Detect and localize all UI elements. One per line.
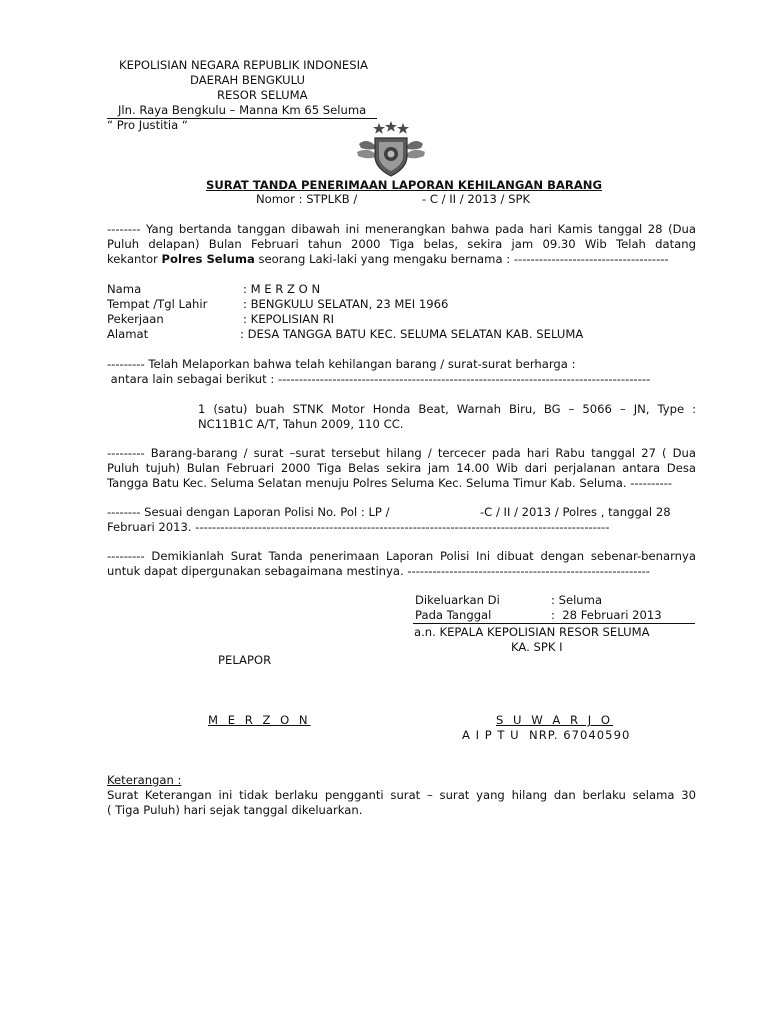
identity-address-label: Alamat (107, 327, 149, 341)
item-line-2: NC11B1C A/T, Tahun 2009, 110 CC. (198, 417, 404, 431)
header-line-1: KEPOLISIAN NEGARA REPUBLIK INDONESIA (119, 58, 368, 72)
document-number-label: Nomor : STPLKB / (256, 192, 358, 206)
reporter-name: M E R Z O N (208, 713, 311, 727)
police-report-line-1a: -------- Sesuai dengan Laporan Polisi No. Pol : LP / (107, 505, 390, 519)
note-line-2: ( Tiga Puluh) hari sejak tanggal dikeluarkan. (107, 803, 363, 817)
closing-line-1: --------- Demikianlah Surat Tanda penerimaan Laporan Polisi Ini dibuat dengan sebenar-benarnya (107, 549, 696, 563)
loss-line-1: --------- Barang-barang / surat –surat tersebut hilang / tercecer pada hari Rabu tanggal 27 ( Dua (107, 446, 696, 460)
police-emblem-icon (355, 120, 427, 178)
identity-name-value: : M E R Z O N (243, 282, 321, 296)
issued-position: KA. SPK I (511, 640, 563, 654)
intro-line-1: -------- Yang bertanda tanggan dibawah ini menerangkan bahwa pada hari Kamis tanggal 28 (Dua (107, 222, 696, 236)
identity-job-label: Pekerjaan (107, 312, 164, 326)
note-line-1: Surat Keterangan ini tidak berlaku pengganti surat – surat yang hilang dan berlaku selama 30 (107, 788, 696, 802)
identity-address-value: : DESA TANGGA BATU KEC. SELUMA SELATAN KAB. SELUMA (240, 327, 584, 341)
item-line-1: 1 (satu) buah STNK Motor Honda Beat, Warnah Biru, BG – 5066 – JN, Type : (198, 402, 696, 416)
police-report-line-2: Februari 2013. --------------------------------------------------------------------------------------------------- (107, 520, 610, 534)
reporter-label: PELAPOR (218, 653, 272, 667)
loss-line-2: Puluh tujuh) Bulan Februari 2000 Tiga Belas sekira jam 14.00 Wib dari perjalanan antara Desa (107, 461, 696, 475)
report-line-2: antara lain sebagai berikut : ----------------------------------------------------------------------------------------- (107, 372, 651, 386)
police-report-line-1b: -C / II / 2013 / Polres , tanggal 28 (480, 505, 671, 519)
officer-name: S U W A R J O (496, 713, 613, 727)
header-motto: “ Pro Justitia “ (107, 118, 188, 132)
identity-name-label: Nama (107, 282, 142, 296)
issued-place-value: : Seluma (551, 593, 603, 607)
report-line-1: --------- Telah Melaporkan bahwa telah kehilangan barang / surat-surat berharga : (107, 357, 576, 371)
header-line-2: DAERAH BENGKULU (190, 73, 305, 87)
identity-birth-label: Tempat /Tgl Lahir (107, 297, 208, 311)
issued-date-label: Pada Tanggal (415, 608, 492, 622)
intro-line-2: Puluh delapan) Bulan Februari tahun 2000 Tiga belas, sekira jam 09.30 Wib Telah datang (107, 237, 696, 251)
identity-birth-value: : BENGKULU SELATAN, 23 MEI 1966 (243, 297, 449, 311)
intro-line-3-pre: kekantor (107, 252, 162, 266)
closing-line-2: untuk dapat dipergunakan sebagaimana mestinya. ---------------------------------------------------------- (107, 564, 651, 578)
intro-office-name: Polres Seluma (161, 252, 255, 266)
note-label: Keterangan : (107, 773, 182, 787)
issued-divider (413, 623, 695, 624)
header-line-3: RESOR SELUMA (217, 88, 308, 102)
identity-job-value: : KEPOLISIAN RI (243, 312, 335, 326)
document-title: SURAT TANDA PENERIMAAN LAPORAN KEHILANGAN BARANG (206, 178, 603, 192)
issued-date-value: : 28 Februari 2013 (551, 608, 662, 622)
officer-rank-nrp: A I P T U NRP. 67040590 (462, 728, 631, 742)
document-number-rest: - C / II / 2013 / SPK (422, 192, 531, 206)
loss-line-3: Tangga Batu Kec. Seluma Selatan menuju Polres Seluma Kec. Seluma Timur Kab. Seluma. ---------- (107, 476, 673, 490)
issued-place-label: Dikeluarkan Di (415, 593, 500, 607)
header-address: Jln. Raya Bengkulu – Manna Km 65 Seluma (118, 103, 367, 117)
intro-line-3 (107, 252, 669, 267)
issued-on-behalf: a.n. KEPALA KEPOLISIAN RESOR SELUMA (414, 625, 650, 639)
intro-line-3-post: seorang Laki-laki yang mengaku bernama : ------------------------------------- (254, 252, 669, 266)
